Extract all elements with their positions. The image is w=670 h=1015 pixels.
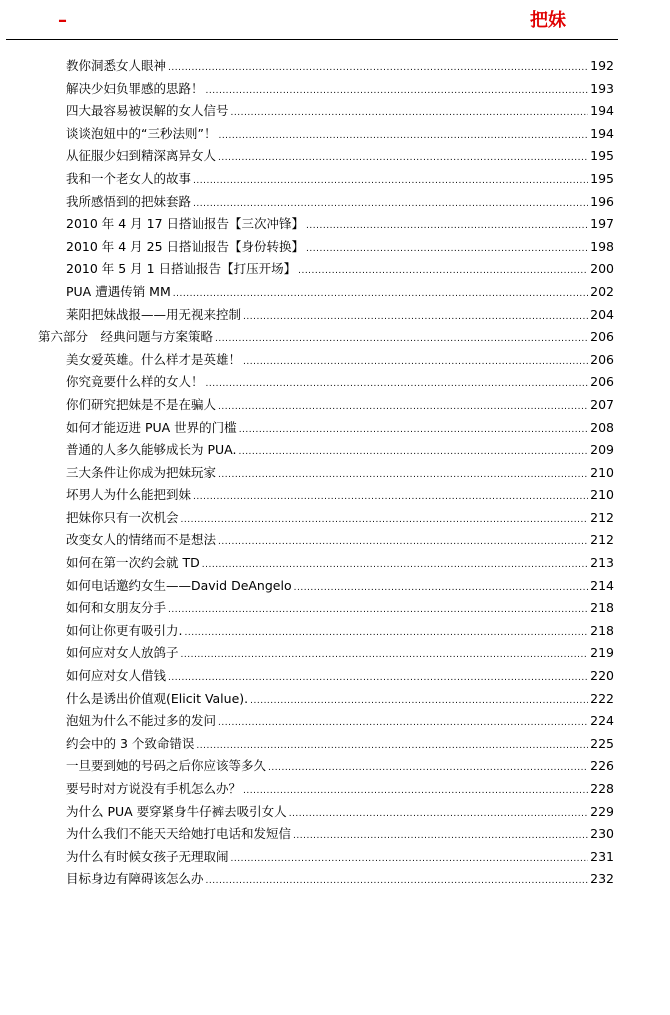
toc-entry[interactable] xyxy=(0,145,670,168)
toc-entry-page-number: 213 xyxy=(590,555,614,571)
toc-entry-page-number: 218 xyxy=(590,622,614,638)
toc-dot-leader xyxy=(206,373,589,396)
toc-entry-title: 2010 年 4 月 17 日搭讪报告【三次冲锋】 xyxy=(66,216,305,232)
toc-entry-title: 如何应对女人借钱 xyxy=(66,668,167,684)
toc-entry-title: 普通的人多久能够成长为 PUA. xyxy=(66,442,237,458)
toc-entry[interactable] xyxy=(0,823,670,846)
toc-entry-title: 谈谈泡妞中的“三秒法则”！ xyxy=(66,125,217,141)
toc-entry-title: 莱阳把妹战报——用无视来控制 xyxy=(66,306,242,322)
toc-dot-leader xyxy=(289,803,588,826)
toc-entry-title: 解决少妇负罪感的思路！ xyxy=(66,80,204,96)
toc-entry-page-number: 204 xyxy=(590,306,614,322)
toc-entry-title: 2010 年 5 月 1 日搭讪报告【打压开场】 xyxy=(66,261,297,277)
toc-entry-title: 我所感悟到的把妹套路 xyxy=(66,193,192,209)
toc-dot-leader xyxy=(306,215,588,238)
toc-dot-leader xyxy=(168,667,588,690)
toc-entry-title: 把妹你只有一次机会 xyxy=(66,509,179,525)
toc-dot-leader xyxy=(218,125,588,148)
toc-entry[interactable] xyxy=(0,349,670,372)
toc-entry-title: 一旦要到她的号码之后你应该等多久 xyxy=(66,758,267,774)
toc-entry[interactable] xyxy=(0,733,670,756)
toc-entry[interactable] xyxy=(0,371,670,394)
toc-entry[interactable] xyxy=(0,191,670,214)
toc-entry-page-number: 207 xyxy=(590,396,614,412)
toc-dot-leader xyxy=(218,531,588,554)
toc-entry[interactable] xyxy=(0,100,670,123)
toc-entry-page-number: 212 xyxy=(590,509,614,525)
toc-entry-title: 你究竟要什么样的女人！ xyxy=(66,374,204,390)
toc-dot-leader xyxy=(215,328,588,351)
toc-dot-leader xyxy=(206,80,589,103)
toc-entry-title: 为什么我们不能天天给她打电话和发短信 xyxy=(66,826,292,842)
toc-dot-leader xyxy=(168,57,588,80)
toc-dot-leader xyxy=(218,396,588,419)
toc-entry[interactable] xyxy=(0,529,670,552)
toc-dot-leader xyxy=(202,554,588,577)
toc-entry[interactable] xyxy=(0,304,670,327)
toc-entry-title: 美女爱英雄。什么样才是英雄！ xyxy=(66,351,242,367)
toc-dot-leader xyxy=(173,283,588,306)
toc-entry-page-number: 226 xyxy=(590,758,614,774)
toc-entry-title: 四大最容易被误解的女人信号 xyxy=(66,103,229,119)
toc-entry[interactable] xyxy=(0,439,670,462)
toc-entry-page-number: 200 xyxy=(590,261,614,277)
toc-dot-leader xyxy=(231,848,589,871)
toc-dot-leader xyxy=(193,170,588,193)
toc-entry-title: 如何应对女人放鸽子 xyxy=(66,645,179,661)
toc-dot-leader xyxy=(250,690,588,713)
toc-dot-leader xyxy=(306,238,588,261)
toc-dot-leader xyxy=(218,464,588,487)
toc-entry-page-number: 210 xyxy=(590,487,614,503)
toc-entry-page-number: 194 xyxy=(590,103,614,119)
toc-entry-title: 什么是诱出价值观(Elicit Value). xyxy=(66,690,249,706)
toc-entry-title: 为什么有时候女孩子无理取闹 xyxy=(66,848,229,864)
toc-entry-page-number: 222 xyxy=(590,690,614,706)
toc-entry[interactable] xyxy=(0,665,670,688)
toc-dot-leader xyxy=(298,260,588,283)
toc-entry[interactable] xyxy=(0,484,670,507)
toc-entry-title: 你们研究把妹是不是在骗人 xyxy=(66,396,217,412)
toc-entry[interactable] xyxy=(0,620,670,643)
toc-entry-page-number: 229 xyxy=(590,803,614,819)
toc-entry[interactable] xyxy=(0,258,670,281)
toc-entry-page-number: 212 xyxy=(590,532,614,548)
toc-entry-page-number: 209 xyxy=(590,442,614,458)
toc-entry-title: PUA 遭遇传销 MM xyxy=(66,283,171,299)
toc-entry[interactable] xyxy=(0,868,670,891)
toc-dot-leader xyxy=(238,441,588,464)
toc-entry[interactable] xyxy=(0,78,670,101)
toc-entry-title: 如何让你更有吸引力. xyxy=(66,622,183,638)
toc-entry-page-number: 214 xyxy=(590,577,614,593)
toc-dot-leader xyxy=(168,599,588,622)
toc-dot-leader xyxy=(294,577,589,600)
toc-entry-title: 如何才能迈进 PUA 世界的门槛 xyxy=(66,419,237,435)
toc-dot-leader xyxy=(181,509,589,532)
toc-entry-page-number: 225 xyxy=(590,735,614,751)
toc-dot-leader xyxy=(181,644,589,667)
toc-entry-title: 如何在第一次约会就 TD xyxy=(66,555,200,571)
toc-entry-title: 要号时对方说没有手机怎么办？ xyxy=(66,781,242,796)
toc-dot-leader xyxy=(243,306,588,329)
toc-entry-title: 如何电话邀约女生——David DeAngelo xyxy=(66,577,292,593)
toc-dot-leader xyxy=(239,419,588,442)
toc-entry-page-number: 206 xyxy=(590,329,614,345)
toc-section-heading[interactable] xyxy=(0,326,670,349)
toc-entry-title: 教你洞悉女人眼神 xyxy=(66,58,167,73)
toc-entry-page-number: 219 xyxy=(590,645,614,661)
toc-entry-page-number: 193 xyxy=(590,80,614,96)
toc-entry-page-number: 198 xyxy=(590,238,614,254)
toc-entry-title: 第六部分 经典问题与方案策略 xyxy=(38,329,214,345)
toc-entry-page-number: 197 xyxy=(590,216,614,232)
toc-entry-title: 我和一个老女人的故事 xyxy=(66,170,192,186)
toc-entry-page-number: 208 xyxy=(590,419,614,435)
toc-entry-page-number: 206 xyxy=(590,374,614,390)
toc-entry-title: 约会中的 3 个致命错误 xyxy=(66,735,195,751)
toc-entry-page-number: 230 xyxy=(590,826,614,842)
toc-entry[interactable] xyxy=(0,168,670,191)
toc-dot-leader xyxy=(218,147,588,170)
toc-entry-page-number: 194 xyxy=(590,125,614,141)
toc-entry[interactable] xyxy=(0,236,670,259)
toc-entry-page-number: 196 xyxy=(590,193,614,209)
header-title: 把妹 xyxy=(530,10,566,31)
toc-dot-leader xyxy=(243,351,588,374)
toc-entry-title: 坏男人为什么能把到妹 xyxy=(66,487,192,503)
toc-entry[interactable] xyxy=(0,417,670,440)
toc-entry[interactable] xyxy=(0,281,670,304)
toc-entry-title: 改变女人的情绪而不是想法 xyxy=(66,532,217,548)
toc-entry-page-number: 224 xyxy=(590,713,614,729)
toc-entry[interactable] xyxy=(0,394,670,417)
toc-dot-leader xyxy=(268,757,588,780)
toc-entry[interactable] xyxy=(0,575,670,598)
toc-dot-leader xyxy=(218,712,588,735)
toc-entry[interactable] xyxy=(0,688,670,711)
toc-entry-page-number: 195 xyxy=(590,170,614,186)
toc-entry[interactable] xyxy=(0,710,670,733)
toc-dot-leader xyxy=(196,735,588,758)
toc-entry-title: 泡妞为什么不能过多的发问 xyxy=(66,713,217,729)
toc-entry[interactable] xyxy=(0,552,670,575)
toc-entry[interactable] xyxy=(0,213,670,236)
toc-entry-title: 如何和女朋友分手 xyxy=(66,600,167,616)
toc-entry-page-number: 218 xyxy=(590,600,614,616)
toc-entry-title: 三大条件让你成为把妹玩家 xyxy=(66,464,217,480)
toc-entry[interactable] xyxy=(0,597,670,620)
toc-entry-title: 从征服少妇到精深离异女人 xyxy=(66,148,217,164)
page-header xyxy=(0,0,670,42)
toc-entry-page-number: 206 xyxy=(590,351,614,367)
toc-entry[interactable] xyxy=(0,642,670,665)
toc-dot-leader xyxy=(293,825,588,848)
toc-entry-page-number: 228 xyxy=(590,781,614,796)
toc-entry-page-number: 220 xyxy=(590,668,614,684)
toc-entry[interactable] xyxy=(0,846,670,869)
toc-entry[interactable] xyxy=(0,507,670,530)
toc-entry-page-number: 202 xyxy=(590,283,614,299)
toc-entry[interactable] xyxy=(0,778,670,801)
toc-entry[interactable] xyxy=(0,55,670,78)
toc-entry-page-number: 192 xyxy=(590,58,614,73)
table-of-contents xyxy=(0,55,670,891)
toc-entry[interactable] xyxy=(0,462,670,485)
toc-entry-page-number: 210 xyxy=(590,464,614,480)
toc-dot-leader xyxy=(193,486,588,509)
toc-entry-page-number: 232 xyxy=(590,871,614,887)
header-rule xyxy=(6,39,618,40)
toc-dot-leader xyxy=(184,622,588,645)
toc-entry[interactable] xyxy=(0,123,670,146)
toc-dot-leader xyxy=(193,193,588,216)
toc-entry[interactable] xyxy=(0,755,670,778)
toc-dot-leader xyxy=(243,780,588,803)
toc-entry-page-number: 195 xyxy=(590,148,614,164)
toc-dot-leader xyxy=(231,102,589,125)
toc-entry-page-number: 231 xyxy=(590,848,614,864)
toc-dot-leader xyxy=(206,870,589,893)
header-dash: – xyxy=(58,10,67,31)
toc-entry-title: 2010 年 4 月 25 日搭讪报告【身份转换】 xyxy=(66,238,305,254)
toc-entry[interactable] xyxy=(0,801,670,824)
toc-entry-title: 目标身边有障碍该怎么办 xyxy=(66,871,204,887)
toc-entry-title: 为什么 PUA 要穿紧身牛仔裤去吸引女人 xyxy=(66,803,287,819)
